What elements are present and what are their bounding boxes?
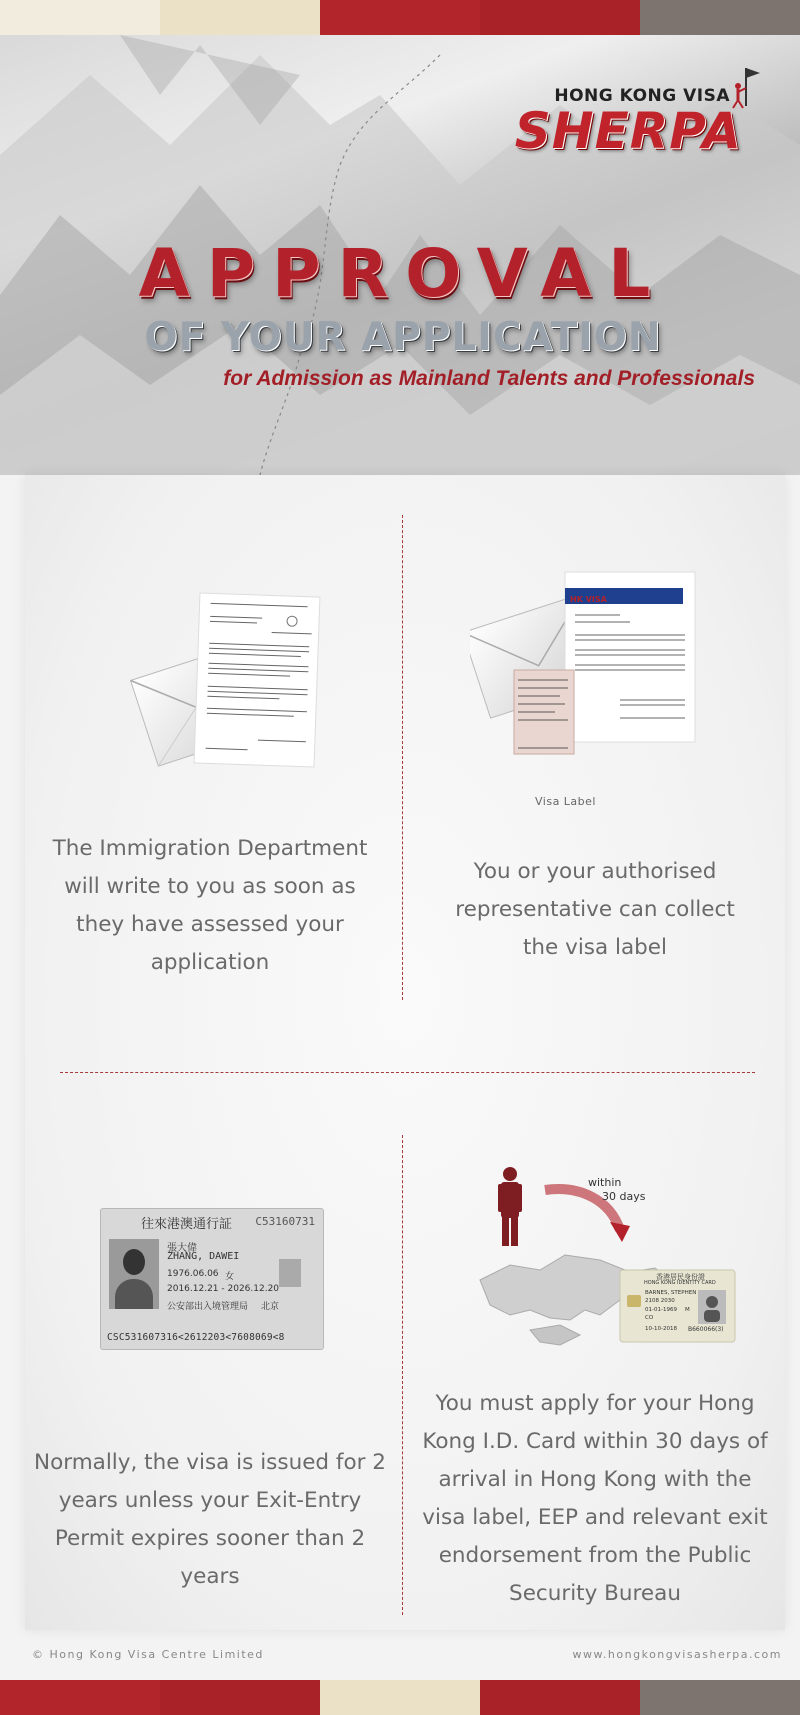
permit-title: 往來港澳通行証	[141, 1217, 233, 1232]
permit-small-photo	[279, 1259, 301, 1287]
step-1-illustration	[130, 590, 340, 790]
page-subtitle: OF YOUR APPLICATION	[144, 315, 662, 360]
step-4-illustration	[470, 1160, 740, 1360]
permit-validity: 2016.12.21 - 2026.12.20	[167, 1284, 280, 1294]
step-3-text: Normally, the visa is issued for 2 years unless your Exit-Entry Permit expires sooner than 2 years	[34, 1450, 386, 1589]
id-card-name: BARNES, STEPHEN	[645, 1290, 697, 1296]
top-color-stripe	[0, 0, 800, 35]
stripe-segment	[320, 0, 480, 35]
permit-dob: 1976.06.06	[167, 1269, 219, 1279]
id-card-title-en: HONG KONG IDENTITY CARD	[644, 1280, 716, 1286]
permit-number: C53160731	[255, 1215, 315, 1228]
stripe-segment	[320, 1680, 480, 1715]
svg-text:HK VISA: HK VISA	[570, 595, 607, 604]
stripe-segment	[160, 1680, 320, 1715]
horizontal-divider	[60, 1072, 755, 1073]
arrow-label-days: 30 days	[602, 1190, 646, 1203]
permit-place: 北京	[261, 1302, 280, 1312]
vertical-divider-bottom	[402, 1135, 403, 1615]
stripe-segment	[640, 1680, 800, 1715]
permit-issuer: 公安部出入境管理局	[167, 1302, 249, 1312]
website-link[interactable]: www.hongkongvisasherpa.com	[572, 1648, 782, 1661]
stripe-segment	[640, 0, 800, 35]
step-2-text: You or your authorised representative can collect the visa label	[455, 859, 735, 960]
copyright-text: © Hong Kong Visa Centre Limited	[32, 1648, 264, 1661]
stripe-segment	[0, 1680, 160, 1715]
id-card-issue: 10-10-2018	[645, 1326, 677, 1332]
visa-letter-icon	[470, 570, 710, 785]
stripe-segment	[480, 0, 640, 35]
logo-line-2: SHERPA	[514, 102, 742, 160]
permit-mrz: CSC531607316<2612203<7608069<8	[107, 1332, 285, 1343]
arrow-label-within: within	[588, 1176, 622, 1189]
id-card-code: 2108 2030	[645, 1298, 675, 1304]
step-2-illustration	[470, 570, 710, 785]
step-1-text: The Immigration Department will write to you as soon as they have assessed your application	[52, 836, 368, 975]
person-icon	[498, 1167, 522, 1246]
envelope-letter-icon	[130, 590, 340, 790]
id-card-number: B660066(3)	[688, 1326, 724, 1333]
id-card-dob: 01-01-1969	[645, 1307, 677, 1313]
id-card-title-cn: 香港居民身份證	[656, 1273, 705, 1281]
stripe-segment	[480, 1680, 640, 1715]
hero-banner	[0, 35, 800, 475]
permit-sex: 女	[225, 1272, 235, 1282]
page-tagline: for Admission as Mainland Talents and Professionals	[223, 367, 755, 390]
exit-entry-permit	[100, 1208, 324, 1350]
stripe-segment	[0, 0, 160, 35]
id-card-class: CO	[645, 1315, 654, 1321]
vertical-divider-top	[402, 515, 403, 1000]
permit-name-cn: 張大偉	[167, 1243, 197, 1254]
sherpa-logo[interactable]	[470, 60, 770, 170]
stripe-segment	[160, 0, 320, 35]
visa-label-caption: Visa Label	[535, 795, 596, 808]
permit-photo	[109, 1239, 159, 1309]
logo-line-1: HONG KONG VISA	[554, 86, 730, 106]
step-4-text: You must apply for your Hong Kong I.D. Card within 30 days of arrival in Hong Kong with the visa label, EEP and relevant exit endorsement from the Public Security Bureau	[422, 1391, 768, 1606]
id-card-sex: M	[685, 1307, 690, 1313]
permit-name-en: ZHANG, DAWEI	[167, 1251, 240, 1262]
page-title: APPROVAL	[138, 235, 668, 312]
bottom-color-stripe	[0, 1680, 800, 1715]
